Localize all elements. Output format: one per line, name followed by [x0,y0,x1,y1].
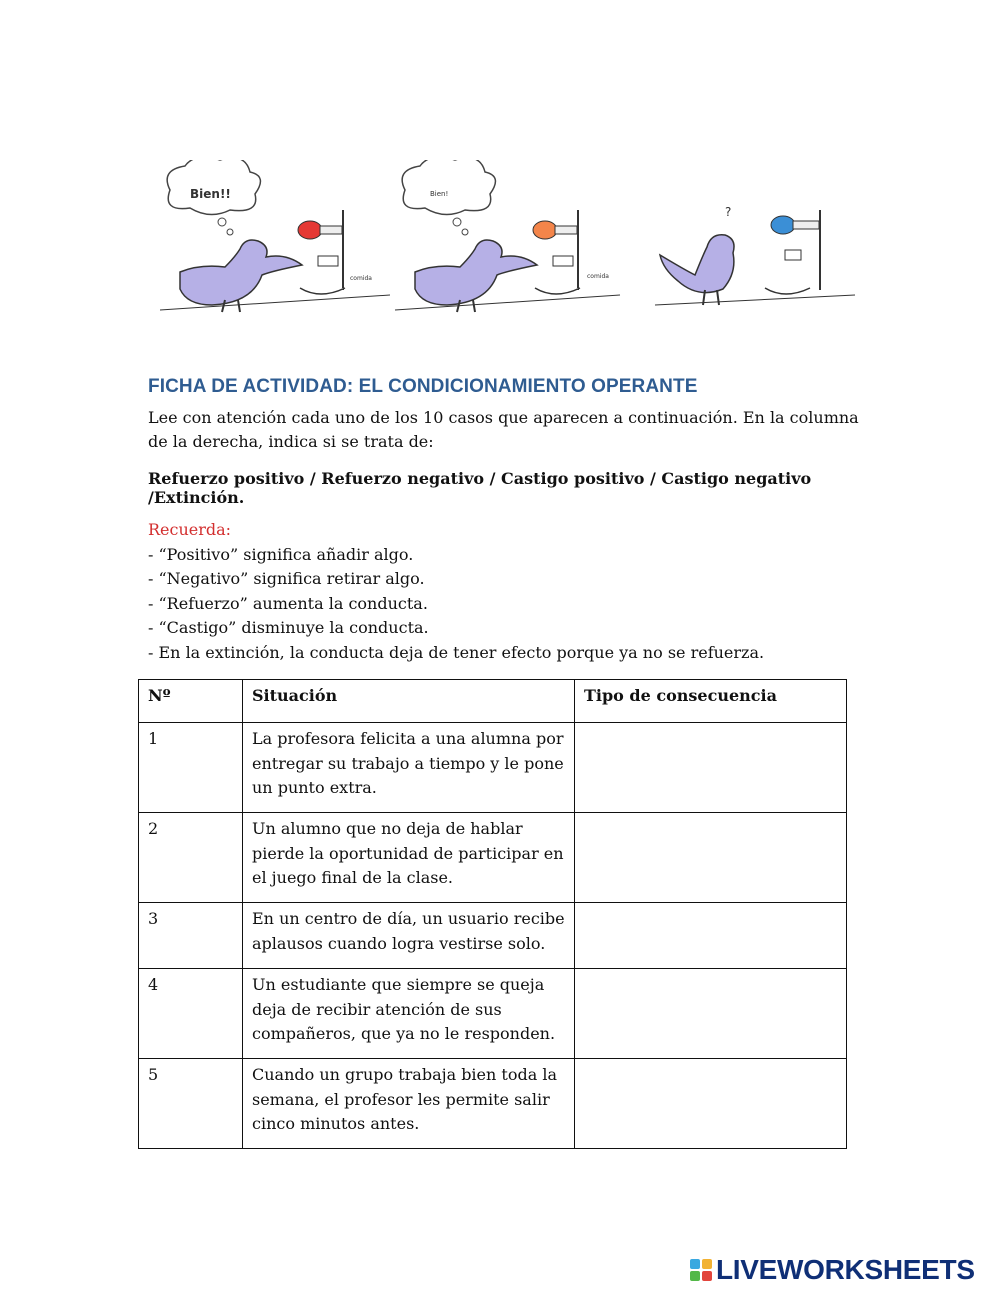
panel-1 [160,160,390,312]
food-label-1: comida [350,275,372,282]
logo-square-icon [702,1271,712,1281]
logo-square-icon [690,1259,700,1269]
pigeon-2 [415,240,537,305]
pigeon-3 [660,235,734,293]
thought-bubble-2 [402,160,495,215]
case-number: 3 [139,903,243,969]
question-mark: ? [725,205,732,219]
reminder-line: - “Negativo” significa retirar algo. [148,569,425,588]
cases-table [138,679,847,1149]
table-row [139,723,847,813]
case-situation: La profesora felicita a una alumna por entregar su trabajo a tiempo y le pone un punto extra. [243,723,575,813]
answer-field[interactable] [575,903,847,969]
table-row [139,813,847,903]
liveworksheets-logo[interactable] [690,1256,975,1284]
case-number: 4 [139,969,243,1059]
pigeon-illustration [160,160,860,320]
reminder-block [148,518,868,665]
pigeon-1 [180,240,302,305]
answer-field[interactable] [575,1059,847,1149]
reminder-line: - “Refuerzo” aumenta la conducta. [148,593,428,613]
instructions-text: Lee con atención cada uno de los 10 casos que aparecen a continuación. En la columna de la derecha, indica si se trata de: [148,408,859,451]
logo-square-icon [702,1259,712,1269]
panel-2 [395,160,620,312]
case-situation: Cuando un grupo trabaja bien toda la semana, el profesor les permite salir cinco minutos antes. [243,1059,575,1149]
reminder-line: - “Positivo” significa añadir algo. [148,544,414,564]
case-number: 2 [139,813,243,903]
bulb-orange [533,221,557,239]
table-row [139,1059,847,1149]
bulb-blue [771,216,795,234]
bulb-red [298,221,322,239]
reminder-title: Recuerda: [148,520,232,539]
page-title: FICHA DE ACTIVIDAD: EL CONDICIONAMIENTO OPERANTE [148,376,698,397]
case-situation: Un estudiante que siempre se queja deja de recibir atención de sus compañeros, que ya no le responden. [243,969,575,1059]
answer-field[interactable] [575,723,847,813]
answer-field[interactable] [575,813,847,903]
food-label-2: comida [587,273,609,280]
header-number: Nº [139,680,243,723]
reminder-line: - “Castigo” disminuye la conducta. [148,618,429,637]
logo-text: LIVEWORKSHEETS [716,1254,975,1285]
answer-field[interactable] [575,969,847,1059]
logo-square-icon [690,1271,700,1281]
panel-3 [655,205,855,305]
answer-options: Refuerzo positivo / Refuerzo negativo / Castigo positivo / Castigo negativo /Extinción. [148,469,812,507]
case-number: 5 [139,1059,243,1149]
case-number: 1 [139,723,243,813]
bubble-text-1: Bien!! [190,187,231,201]
table-row [139,969,847,1059]
header-situation: Situación [243,680,575,723]
header-consequence: Tipo de consecuencia [575,680,847,723]
table-header-row [139,680,847,723]
case-situation: Un alumno que no deja de hablar pierde la oportunidad de participar en el juego final de la clase. [243,813,575,903]
case-situation: En un centro de día, un usuario recibe aplausos cuando logra vestirse solo. [243,903,575,969]
reminder-line: - En la extinción, la conducta deja de tener efecto porque ya no se refuerza. [148,642,765,662]
bubble-text-2: Bien! [430,190,449,198]
logo-icon [690,1259,712,1281]
table-row [139,903,847,969]
